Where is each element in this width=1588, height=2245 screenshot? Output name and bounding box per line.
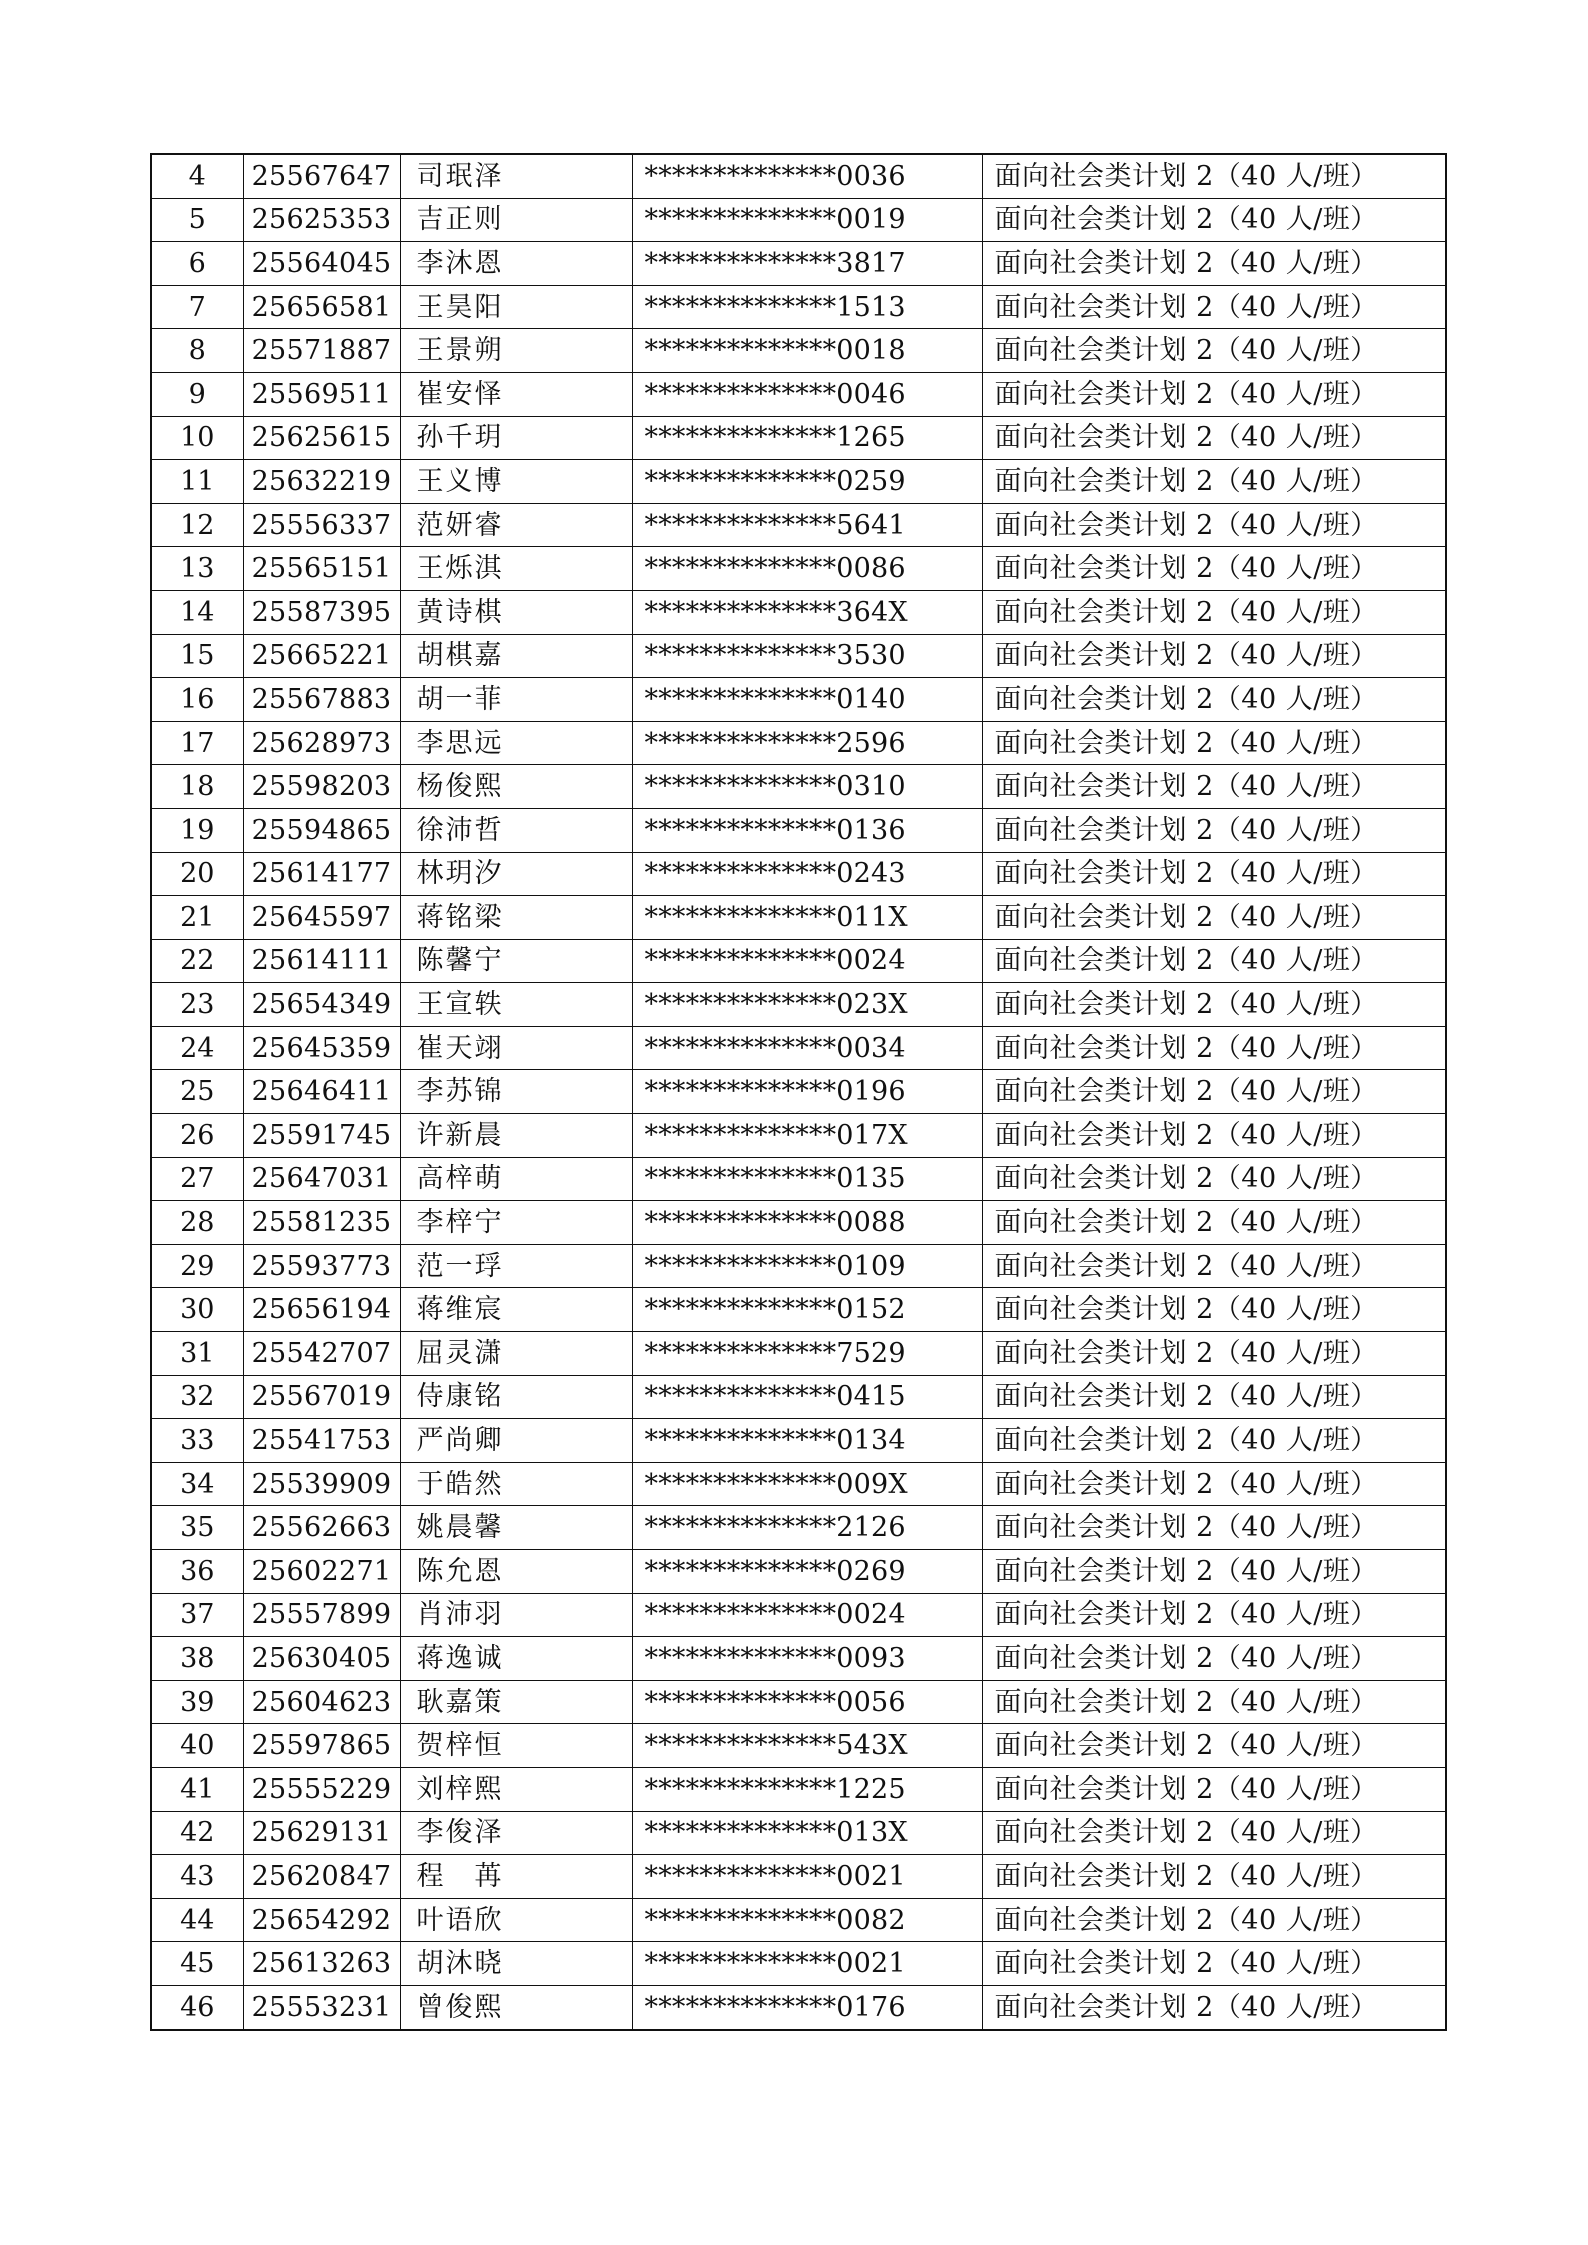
id-number-cell: **************0024: [632, 1593, 982, 1637]
table-row: [151, 285, 1446, 329]
seq-cell: 20: [151, 852, 243, 896]
student-name-cell: 王昊阳: [400, 285, 632, 329]
id-number-cell: **************543X: [632, 1724, 982, 1768]
exam-number-cell: 25569511: [243, 372, 400, 416]
seq-cell: 39: [151, 1680, 243, 1724]
id-number-cell: **************009X: [632, 1462, 982, 1506]
seq-cell: 6: [151, 242, 243, 286]
plan-cell: 面向社会类计划 2（40 人/班）: [982, 1811, 1446, 1855]
id-number-cell: **************0415: [632, 1375, 982, 1419]
table-row: [151, 678, 1446, 722]
seq-cell: 21: [151, 896, 243, 940]
student-name-cell: 崔安怿: [400, 372, 632, 416]
table-row: [151, 154, 1446, 198]
id-number-cell: **************0086: [632, 547, 982, 591]
student-name-cell: 王烁淇: [400, 547, 632, 591]
plan-cell: 面向社会类计划 2（40 人/班）: [982, 1114, 1446, 1158]
table-row: [151, 416, 1446, 460]
student-name-cell: 姚晨馨: [400, 1506, 632, 1550]
exam-number-cell: 25602271: [243, 1550, 400, 1594]
plan-cell: 面向社会类计划 2（40 人/班）: [982, 939, 1446, 983]
exam-number-cell: 25557899: [243, 1593, 400, 1637]
student-name-cell: 胡沐晓: [400, 1942, 632, 1986]
seq-cell: 46: [151, 1985, 243, 2029]
student-name-cell: 李沐恩: [400, 242, 632, 286]
seq-cell: 16: [151, 678, 243, 722]
plan-cell: 面向社会类计划 2（40 人/班）: [982, 896, 1446, 940]
id-number-cell: **************0056: [632, 1680, 982, 1724]
student-name-cell: 徐沛哲: [400, 808, 632, 852]
seq-cell: 27: [151, 1157, 243, 1201]
student-name-cell: 王景朔: [400, 329, 632, 373]
student-name-cell: 高梓萌: [400, 1157, 632, 1201]
exam-number-cell: 25604623: [243, 1680, 400, 1724]
student-name-cell: 蒋维宸: [400, 1288, 632, 1332]
plan-cell: 面向社会类计划 2（40 人/班）: [982, 1985, 1446, 2029]
table-row: [151, 547, 1446, 591]
student-name-cell: 曾俊熙: [400, 1985, 632, 2029]
seq-cell: 18: [151, 765, 243, 809]
plan-cell: 面向社会类计划 2（40 人/班）: [982, 1898, 1446, 1942]
id-number-cell: **************5641: [632, 503, 982, 547]
seq-cell: 33: [151, 1419, 243, 1463]
table-row: [151, 1419, 1446, 1463]
exam-number-cell: 25625353: [243, 198, 400, 242]
id-number-cell: **************013X: [632, 1811, 982, 1855]
id-number-cell: **************0310: [632, 765, 982, 809]
exam-number-cell: 25613263: [243, 1942, 400, 1986]
plan-cell: 面向社会类计划 2（40 人/班）: [982, 503, 1446, 547]
plan-cell: 面向社会类计划 2（40 人/班）: [982, 1157, 1446, 1201]
exam-number-cell: 25553231: [243, 1985, 400, 2029]
seq-cell: 13: [151, 547, 243, 591]
id-number-cell: **************2126: [632, 1506, 982, 1550]
plan-cell: 面向社会类计划 2（40 人/班）: [982, 1462, 1446, 1506]
table-row: [151, 1462, 1446, 1506]
plan-cell: 面向社会类计划 2（40 人/班）: [982, 547, 1446, 591]
plan-cell: 面向社会类计划 2（40 人/班）: [982, 1680, 1446, 1724]
seq-cell: 34: [151, 1462, 243, 1506]
seq-cell: 12: [151, 503, 243, 547]
student-name-cell: 屈灵潇: [400, 1332, 632, 1376]
seq-cell: 37: [151, 1593, 243, 1637]
table-row: [151, 1855, 1446, 1899]
table-row: [151, 1811, 1446, 1855]
student-name-cell: 许新晨: [400, 1114, 632, 1158]
exam-number-cell: 25556337: [243, 503, 400, 547]
id-number-cell: **************3817: [632, 242, 982, 286]
exam-number-cell: 25562663: [243, 1506, 400, 1550]
table-row: [151, 896, 1446, 940]
seq-cell: 30: [151, 1288, 243, 1332]
student-name-cell: 蒋铭梁: [400, 896, 632, 940]
id-number-cell: **************0135: [632, 1157, 982, 1201]
plan-cell: 面向社会类计划 2（40 人/班）: [982, 1593, 1446, 1637]
student-name-cell: 孙千玥: [400, 416, 632, 460]
exam-number-cell: 25593773: [243, 1244, 400, 1288]
plan-cell: 面向社会类计划 2（40 人/班）: [982, 154, 1446, 198]
seq-cell: 26: [151, 1114, 243, 1158]
table-row: [151, 765, 1446, 809]
plan-cell: 面向社会类计划 2（40 人/班）: [982, 852, 1446, 896]
table-row: [151, 372, 1446, 416]
plan-cell: 面向社会类计划 2（40 人/班）: [982, 983, 1446, 1027]
student-name-cell: 于皓然: [400, 1462, 632, 1506]
id-number-cell: **************0024: [632, 939, 982, 983]
exam-number-cell: 25665221: [243, 634, 400, 678]
student-name-cell: 林玥汐: [400, 852, 632, 896]
exam-number-cell: 25632219: [243, 460, 400, 504]
student-name-cell: 李俊泽: [400, 1811, 632, 1855]
table-row: [151, 634, 1446, 678]
id-number-cell: **************0243: [632, 852, 982, 896]
plan-cell: 面向社会类计划 2（40 人/班）: [982, 1288, 1446, 1332]
plan-cell: 面向社会类计划 2（40 人/班）: [982, 372, 1446, 416]
plan-cell: 面向社会类计划 2（40 人/班）: [982, 1375, 1446, 1419]
plan-cell: 面向社会类计划 2（40 人/班）: [982, 1724, 1446, 1768]
id-number-cell: **************0140: [632, 678, 982, 722]
table-row: [151, 1114, 1446, 1158]
id-number-cell: **************023X: [632, 983, 982, 1027]
plan-cell: 面向社会类计划 2（40 人/班）: [982, 1637, 1446, 1681]
id-number-cell: **************017X: [632, 1114, 982, 1158]
student-name-cell: 黄诗棋: [400, 590, 632, 634]
table-row: [151, 1985, 1446, 2029]
id-number-cell: **************0176: [632, 1985, 982, 2029]
student-name-cell: 李梓宁: [400, 1201, 632, 1245]
exam-number-cell: 25542707: [243, 1332, 400, 1376]
exam-number-cell: 25656194: [243, 1288, 400, 1332]
plan-cell: 面向社会类计划 2（40 人/班）: [982, 1550, 1446, 1594]
student-name-cell: 司珉泽: [400, 154, 632, 198]
plan-cell: 面向社会类计划 2（40 人/班）: [982, 678, 1446, 722]
student-name-cell: 陈馨宁: [400, 939, 632, 983]
plan-cell: 面向社会类计划 2（40 人/班）: [982, 1070, 1446, 1114]
seq-cell: 15: [151, 634, 243, 678]
seq-cell: 29: [151, 1244, 243, 1288]
exam-number-cell: 25654349: [243, 983, 400, 1027]
table-row: [151, 1375, 1446, 1419]
seq-cell: 44: [151, 1898, 243, 1942]
student-name-cell: 范妍睿: [400, 503, 632, 547]
student-name-cell: 陈允恩: [400, 1550, 632, 1594]
exam-number-cell: 25647031: [243, 1157, 400, 1201]
student-name-cell: 李思远: [400, 721, 632, 765]
table-row: [151, 198, 1446, 242]
seq-cell: 25: [151, 1070, 243, 1114]
seq-cell: 8: [151, 329, 243, 373]
id-number-cell: **************0136: [632, 808, 982, 852]
exam-number-cell: 25598203: [243, 765, 400, 809]
plan-cell: 面向社会类计划 2（40 人/班）: [982, 1026, 1446, 1070]
seq-cell: 43: [151, 1855, 243, 1899]
id-number-cell: **************0109: [632, 1244, 982, 1288]
id-number-cell: **************0134: [632, 1419, 982, 1463]
seq-cell: 28: [151, 1201, 243, 1245]
exam-number-cell: 25629131: [243, 1811, 400, 1855]
id-number-cell: **************0259: [632, 460, 982, 504]
plan-cell: 面向社会类计划 2（40 人/班）: [982, 1942, 1446, 1986]
table-row: [151, 590, 1446, 634]
id-number-cell: **************1513: [632, 285, 982, 329]
exam-number-cell: 25630405: [243, 1637, 400, 1681]
seq-cell: 45: [151, 1942, 243, 1986]
table-row: [151, 1550, 1446, 1594]
id-number-cell: **************0034: [632, 1026, 982, 1070]
id-number-cell: **************0046: [632, 372, 982, 416]
student-name-cell: 肖沛羽: [400, 1593, 632, 1637]
seq-cell: 17: [151, 721, 243, 765]
id-number-cell: **************0036: [632, 154, 982, 198]
seq-cell: 4: [151, 154, 243, 198]
exam-number-cell: 25541753: [243, 1419, 400, 1463]
exam-number-cell: 25645359: [243, 1026, 400, 1070]
seq-cell: 36: [151, 1550, 243, 1594]
id-number-cell: **************0021: [632, 1942, 982, 1986]
table-row: [151, 1070, 1446, 1114]
table-row: [151, 1898, 1446, 1942]
table-row: [151, 1680, 1446, 1724]
exam-number-cell: 25567019: [243, 1375, 400, 1419]
id-number-cell: **************0019: [632, 198, 982, 242]
plan-cell: 面向社会类计划 2（40 人/班）: [982, 1506, 1446, 1550]
student-name-cell: 李苏锦: [400, 1070, 632, 1114]
table-row: [151, 1244, 1446, 1288]
student-name-cell: 杨俊熙: [400, 765, 632, 809]
seq-cell: 42: [151, 1811, 243, 1855]
table-row: [151, 1637, 1446, 1681]
exam-number-cell: 25656581: [243, 285, 400, 329]
plan-cell: 面向社会类计划 2（40 人/班）: [982, 198, 1446, 242]
roster-table-body: [151, 154, 1446, 2030]
exam-number-cell: 25625615: [243, 416, 400, 460]
exam-number-cell: 25571887: [243, 329, 400, 373]
id-number-cell: **************0269: [632, 1550, 982, 1594]
student-name-cell: 王义博: [400, 460, 632, 504]
table-row: [151, 1157, 1446, 1201]
id-number-cell: **************364X: [632, 590, 982, 634]
seq-cell: 23: [151, 983, 243, 1027]
seq-cell: 22: [151, 939, 243, 983]
id-number-cell: **************0021: [632, 1855, 982, 1899]
id-number-cell: **************0018: [632, 329, 982, 373]
id-number-cell: **************0093: [632, 1637, 982, 1681]
student-name-cell: 吉正则: [400, 198, 632, 242]
exam-number-cell: 25567647: [243, 154, 400, 198]
exam-number-cell: 25594865: [243, 808, 400, 852]
plan-cell: 面向社会类计划 2（40 人/班）: [982, 1767, 1446, 1811]
student-name-cell: 程 苒: [400, 1855, 632, 1899]
exam-number-cell: 25539909: [243, 1462, 400, 1506]
seq-cell: 35: [151, 1506, 243, 1550]
plan-cell: 面向社会类计划 2（40 人/班）: [982, 329, 1446, 373]
id-number-cell: **************1265: [632, 416, 982, 460]
plan-cell: 面向社会类计划 2（40 人/班）: [982, 721, 1446, 765]
plan-cell: 面向社会类计划 2（40 人/班）: [982, 460, 1446, 504]
id-number-cell: **************0152: [632, 1288, 982, 1332]
table-row: [151, 808, 1446, 852]
student-name-cell: 叶语欣: [400, 1898, 632, 1942]
table-row: [151, 1332, 1446, 1376]
seq-cell: 32: [151, 1375, 243, 1419]
seq-cell: 38: [151, 1637, 243, 1681]
exam-number-cell: 25646411: [243, 1070, 400, 1114]
plan-cell: 面向社会类计划 2（40 人/班）: [982, 416, 1446, 460]
exam-number-cell: 25645597: [243, 896, 400, 940]
id-number-cell: **************0088: [632, 1201, 982, 1245]
plan-cell: 面向社会类计划 2（40 人/班）: [982, 1244, 1446, 1288]
student-name-cell: 耿嘉策: [400, 1680, 632, 1724]
id-number-cell: **************7529: [632, 1332, 982, 1376]
exam-number-cell: 25597865: [243, 1724, 400, 1768]
plan-cell: 面向社会类计划 2（40 人/班）: [982, 765, 1446, 809]
seq-cell: 31: [151, 1332, 243, 1376]
seq-cell: 10: [151, 416, 243, 460]
exam-number-cell: 25654292: [243, 1898, 400, 1942]
plan-cell: 面向社会类计划 2（40 人/班）: [982, 590, 1446, 634]
student-name-cell: 范一琈: [400, 1244, 632, 1288]
id-number-cell: **************1225: [632, 1767, 982, 1811]
id-number-cell: **************2596: [632, 721, 982, 765]
student-name-cell: 崔天翊: [400, 1026, 632, 1070]
seq-cell: 24: [151, 1026, 243, 1070]
student-name-cell: 严尚卿: [400, 1419, 632, 1463]
plan-cell: 面向社会类计划 2（40 人/班）: [982, 634, 1446, 678]
student-name-cell: 胡一菲: [400, 678, 632, 722]
plan-cell: 面向社会类计划 2（40 人/班）: [982, 808, 1446, 852]
exam-number-cell: 25614111: [243, 939, 400, 983]
table-row: [151, 939, 1446, 983]
student-name-cell: 蒋逸诚: [400, 1637, 632, 1681]
table-row: [151, 721, 1446, 765]
table-row: [151, 983, 1446, 1027]
plan-cell: 面向社会类计划 2（40 人/班）: [982, 1855, 1446, 1899]
student-name-cell: 贺梓恒: [400, 1724, 632, 1768]
roster-table: [150, 153, 1447, 2031]
exam-number-cell: 25567883: [243, 678, 400, 722]
exam-number-cell: 25555229: [243, 1767, 400, 1811]
seq-cell: 11: [151, 460, 243, 504]
exam-number-cell: 25564045: [243, 242, 400, 286]
table-row: [151, 1506, 1446, 1550]
plan-cell: 面向社会类计划 2（40 人/班）: [982, 242, 1446, 286]
table-row: [151, 1201, 1446, 1245]
exam-number-cell: 25581235: [243, 1201, 400, 1245]
exam-number-cell: 25620847: [243, 1855, 400, 1899]
exam-number-cell: 25565151: [243, 547, 400, 591]
seq-cell: 9: [151, 372, 243, 416]
id-number-cell: **************0082: [632, 1898, 982, 1942]
seq-cell: 40: [151, 1724, 243, 1768]
table-row: [151, 1942, 1446, 1986]
table-row: [151, 1593, 1446, 1637]
table-row: [151, 852, 1446, 896]
plan-cell: 面向社会类计划 2（40 人/班）: [982, 1332, 1446, 1376]
id-number-cell: **************0196: [632, 1070, 982, 1114]
seq-cell: 7: [151, 285, 243, 329]
student-name-cell: 王宣轶: [400, 983, 632, 1027]
table-row: [151, 460, 1446, 504]
exam-number-cell: 25587395: [243, 590, 400, 634]
student-name-cell: 刘梓熙: [400, 1767, 632, 1811]
seq-cell: 14: [151, 590, 243, 634]
plan-cell: 面向社会类计划 2（40 人/班）: [982, 285, 1446, 329]
exam-number-cell: 25591745: [243, 1114, 400, 1158]
exam-number-cell: 25614177: [243, 852, 400, 896]
table-row: [151, 1288, 1446, 1332]
student-name-cell: 侍康铭: [400, 1375, 632, 1419]
table-row: [151, 503, 1446, 547]
id-number-cell: **************3530: [632, 634, 982, 678]
seq-cell: 19: [151, 808, 243, 852]
exam-number-cell: 25628973: [243, 721, 400, 765]
table-row: [151, 1767, 1446, 1811]
plan-cell: 面向社会类计划 2（40 人/班）: [982, 1201, 1446, 1245]
seq-cell: 5: [151, 198, 243, 242]
table-row: [151, 329, 1446, 373]
plan-cell: 面向社会类计划 2（40 人/班）: [982, 1419, 1446, 1463]
student-name-cell: 胡棋嘉: [400, 634, 632, 678]
table-row: [151, 1724, 1446, 1768]
table-row: [151, 242, 1446, 286]
id-number-cell: **************011X: [632, 896, 982, 940]
seq-cell: 41: [151, 1767, 243, 1811]
table-row: [151, 1026, 1446, 1070]
